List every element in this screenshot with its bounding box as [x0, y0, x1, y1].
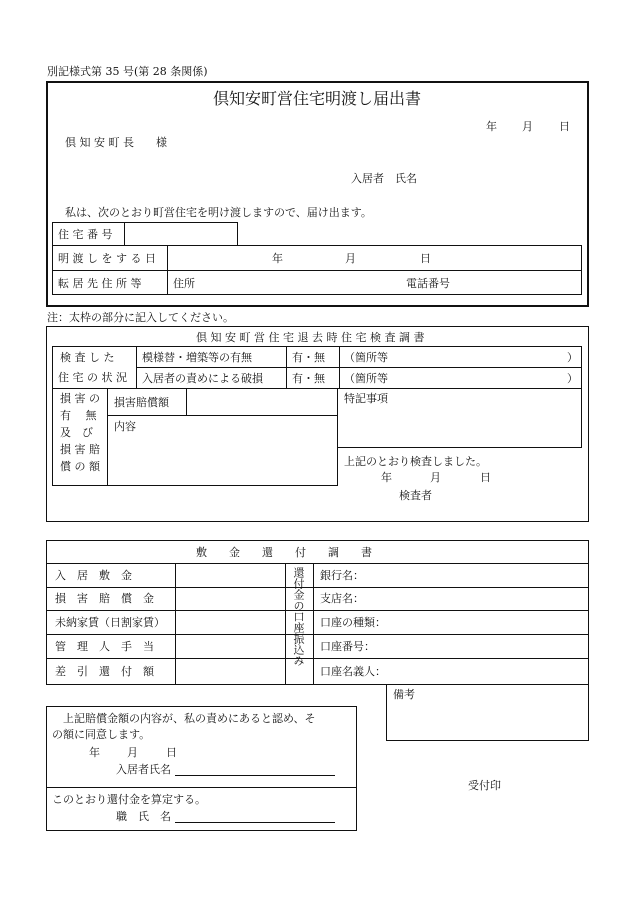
consent-month: 月 [127, 746, 138, 759]
compensation-amount-label: 損害賠償額 [114, 396, 169, 409]
damage-label-4: 損 害 賠 [60, 443, 100, 456]
moveout-year: 年 [272, 252, 283, 265]
address-label: 住所 [173, 277, 195, 290]
consent-year: 年 [89, 746, 100, 759]
renovation-close: ） [567, 351, 578, 364]
housing-number-field[interactable] [125, 223, 237, 245]
inspection-year: 年 [381, 471, 392, 484]
phone-label: 電話番号 [406, 277, 450, 290]
account-holder-label: 口座名義人： [320, 665, 386, 678]
refund-frame [46, 540, 589, 685]
resident-signature-line[interactable] [175, 775, 335, 776]
date-day: 日 [559, 120, 570, 133]
addressee: 倶 知 安 町 長 様 [65, 136, 167, 149]
contents-label: 内容 [114, 420, 136, 433]
damage-item: 入居者の責めによる破損 [142, 372, 263, 385]
moveout-date-field[interactable] [168, 246, 581, 270]
refund-row-manager-fee: 管 理 人 手 当 [55, 640, 154, 653]
new-address-label: 転 居 先 住 所 等 [58, 277, 142, 290]
receipt-stamp-label: 受付印 [468, 779, 501, 792]
refund-row-unpaid-rent: 未納家賃（日割家賃） [55, 616, 165, 629]
refund-row-net-refund: 差 引 還 付 額 [55, 665, 154, 678]
status-label-2: 住 宅 の 状 況 [58, 371, 127, 384]
damage-detail: （箇所等 [344, 372, 388, 385]
damage-close: ） [567, 372, 578, 385]
remarks-label: 備考 [393, 688, 415, 701]
consent-resident-name-label: 入居者氏名 [116, 763, 171, 776]
refund-row-compensation: 損 害 賠 償 金 [55, 592, 154, 605]
renovation-choice[interactable]: 有・無 [292, 351, 325, 364]
special-notes-label: 特記事項 [344, 392, 388, 405]
inspector-label: 検査者 [399, 489, 432, 502]
moveout-date-label: 明 渡 し を す る 日 [58, 252, 156, 265]
damage-label-1: 損 害 の [60, 392, 100, 405]
damage-choice[interactable]: 有・無 [292, 372, 325, 385]
note-text: 注：太枠の部分に記入してください。 [47, 311, 234, 324]
calc-text: このとおり還付金を算定する。 [52, 793, 206, 806]
resident-name-label: 入居者 氏名 [351, 172, 417, 185]
status-label-1: 検 査 し た [60, 351, 115, 364]
official-name-label: 職 氏 名 [116, 810, 171, 823]
account-type-label: 口座の種類： [320, 616, 386, 629]
bank-transfer-label: 還付金の口座振込み [292, 567, 305, 666]
form-title: 倶知安町営住宅明渡し届出書 [213, 89, 422, 108]
address-field[interactable] [200, 271, 395, 294]
housing-number-label: 住 宅 番 号 [58, 228, 113, 241]
renovation-detail: （箇所等 [344, 351, 388, 364]
statement-text: 私は、次のとおり町営住宅を明け渡しますので、届け出ます。 [65, 206, 372, 219]
damage-label-5: 償 の 額 [60, 460, 100, 473]
branch-name-label: 支店名： [320, 592, 364, 605]
renovation-item: 模様替・増築等の有無 [142, 351, 252, 364]
bank-name-label: 銀行名： [320, 569, 364, 582]
phone-field[interactable] [460, 271, 580, 294]
damage-label-2: 有 無 [60, 409, 97, 422]
refund-row-deposit: 入 居 敷 金 [55, 569, 132, 582]
date-year: 年 [486, 120, 497, 133]
consent-text-2: の額に同意します。 [52, 728, 151, 741]
official-signature-line[interactable] [175, 822, 335, 823]
moveout-day: 日 [420, 252, 431, 265]
consent-day: 日 [166, 746, 177, 759]
inspection-month: 月 [430, 471, 441, 484]
refund-title: 敷 金 還 付 調 書 [196, 546, 372, 559]
inspected-text: 上記のとおり検査しました。 [344, 455, 487, 468]
account-number-label: 口座番号： [320, 640, 375, 653]
inspection-title: 倶 知 安 町 営 住 宅 退 去 時 住 宅 検 査 調 書 [196, 331, 425, 344]
damage-label-3: 及 び [60, 426, 93, 439]
form-number: 別記様式第 35 号(第 28 条関係) [47, 65, 208, 78]
date-month: 月 [522, 120, 533, 133]
moveout-month: 月 [345, 252, 356, 265]
consent-text-1: 上記賠償金額の内容が、私の責めにあると認め、そ [52, 712, 316, 725]
inspection-day: 日 [480, 471, 491, 484]
